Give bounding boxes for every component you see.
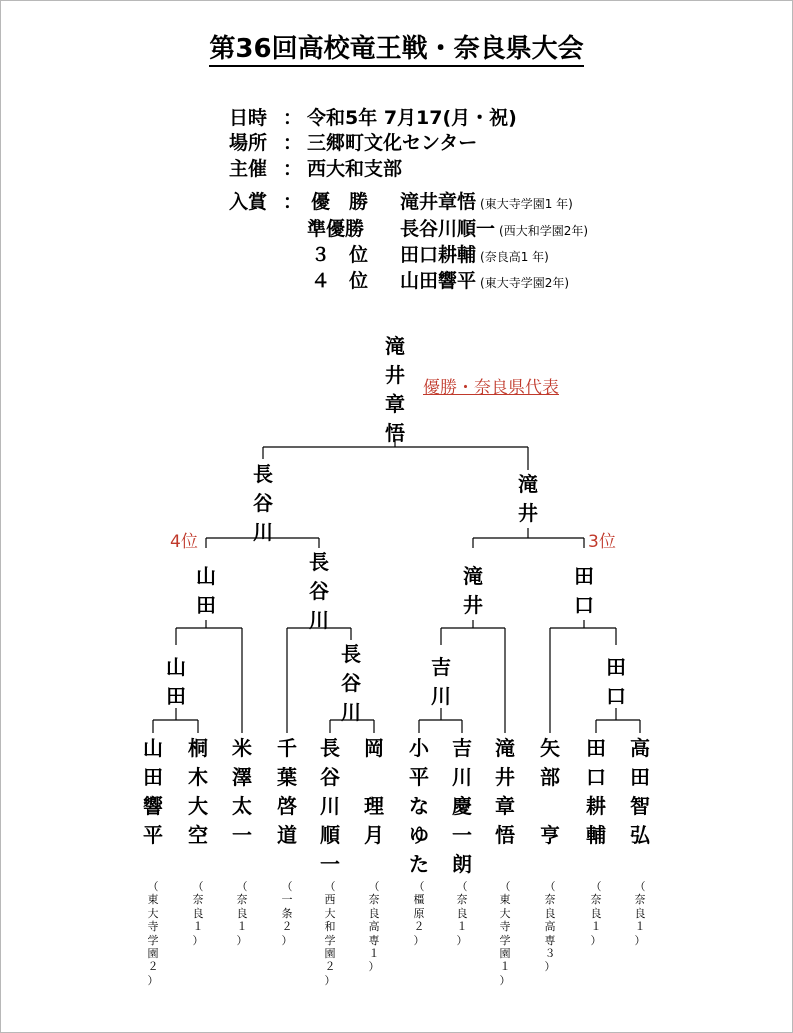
award-winner-2: 長谷川順一 (西大和学園2年) — [400, 218, 589, 240]
date-separator: ： — [283, 107, 303, 129]
player-school: （ 橿 原 ２ ） — [413, 880, 425, 947]
prize-label: 入賞 — [229, 191, 268, 213]
champion-name: 滝 井 章 悟 — [385, 334, 405, 445]
player-name: 滝 井 章 悟 — [495, 736, 515, 847]
qf-3-winner: 滝 井 — [463, 564, 483, 617]
player-name: 桐 木 大 空 — [188, 736, 208, 847]
venue-separator: ： — [283, 132, 303, 154]
third-place-label: 3位 — [588, 532, 616, 552]
player-school: （ 奈 良 １ ） — [456, 880, 468, 947]
player-name: 小 平 な ゆ た — [409, 736, 429, 876]
prize-separator: ： — [283, 191, 303, 213]
award-winner-4: 山田響平 (東大寺学園2年) — [400, 270, 570, 292]
qf-1-winner: 山 田 — [196, 564, 216, 617]
r1-3-winner: 吉 川 — [431, 655, 451, 708]
player-school: （ 奈 良 高 専 １ ） — [368, 880, 380, 974]
award-winner-3: 田口耕輔 (奈良高1 年) — [400, 244, 549, 266]
award-rank-4: ４ 位 — [311, 270, 369, 292]
qf-2-winner: 長 谷 川 — [309, 550, 329, 632]
award-rank-1: 優 勝 — [311, 191, 369, 213]
host-value: 西大和支部 — [307, 158, 403, 180]
venue-label: 場所 — [229, 132, 268, 154]
player-name: 米 澤 太 一 — [232, 736, 252, 847]
semi-left-winner: 長 谷 川 — [253, 462, 273, 544]
player-name: 山 田 響 平 — [143, 736, 163, 847]
award-rank-2: 準優勝 — [307, 218, 365, 240]
player-name: 高 田 智 弘 — [630, 736, 650, 847]
r1-1-winner: 山 田 — [166, 655, 186, 708]
player-school: （ 東 大 寺 学 園 １ ） — [499, 880, 511, 987]
r1-4-winner: 田 口 — [606, 655, 626, 708]
player-school: （ 奈 良 １ ） — [634, 880, 646, 947]
player-school: （ 奈 良 １ ） — [236, 880, 248, 947]
winner-note: 優勝・奈良県代表 — [423, 378, 559, 398]
player-name: 千 葉 啓 道 — [277, 736, 297, 847]
player-name: 吉 川 慶 一 朗 — [452, 736, 472, 876]
player-school: （ 一 条 ２ ） — [281, 880, 293, 947]
player-name: 矢 部 亨 — [540, 736, 560, 847]
player-school: （ 奈 良 高 専 ３ ） — [544, 880, 556, 974]
player-school: （ 奈 良 １ ） — [192, 880, 204, 947]
player-name: 長 谷 川 順 一 — [320, 736, 340, 876]
host-separator: ： — [283, 158, 303, 180]
player-school: （ 西 大 和 学 園 ２ ） — [324, 880, 336, 987]
date-label: 日時 — [229, 107, 268, 129]
player-name: 岡 理 月 — [364, 736, 384, 847]
r1-2-winner: 長 谷 川 — [341, 642, 361, 724]
player-name: 田 口 耕 輔 — [586, 736, 606, 847]
award-winner-1: 滝井章悟 (東大寺学園1 年) — [400, 191, 573, 213]
player-school: （ 東 大 寺 学 園 ２ ） — [147, 880, 159, 987]
fourth-place-label: 4位 — [170, 532, 198, 552]
semi-right-winner: 滝 井 — [518, 472, 538, 525]
venue-value: 三郷町文化センター — [307, 132, 478, 154]
date-value: 令和5年 7月17(月・祝) — [307, 107, 517, 129]
award-rank-3: ３ 位 — [311, 244, 369, 266]
player-school: （ 奈 良 １ ） — [590, 880, 602, 947]
qf-4-winner: 田 口 — [574, 564, 594, 617]
host-label: 主催 — [229, 158, 268, 180]
page-title: 第36回高校竜王戦・奈良県大会 — [0, 32, 793, 66]
